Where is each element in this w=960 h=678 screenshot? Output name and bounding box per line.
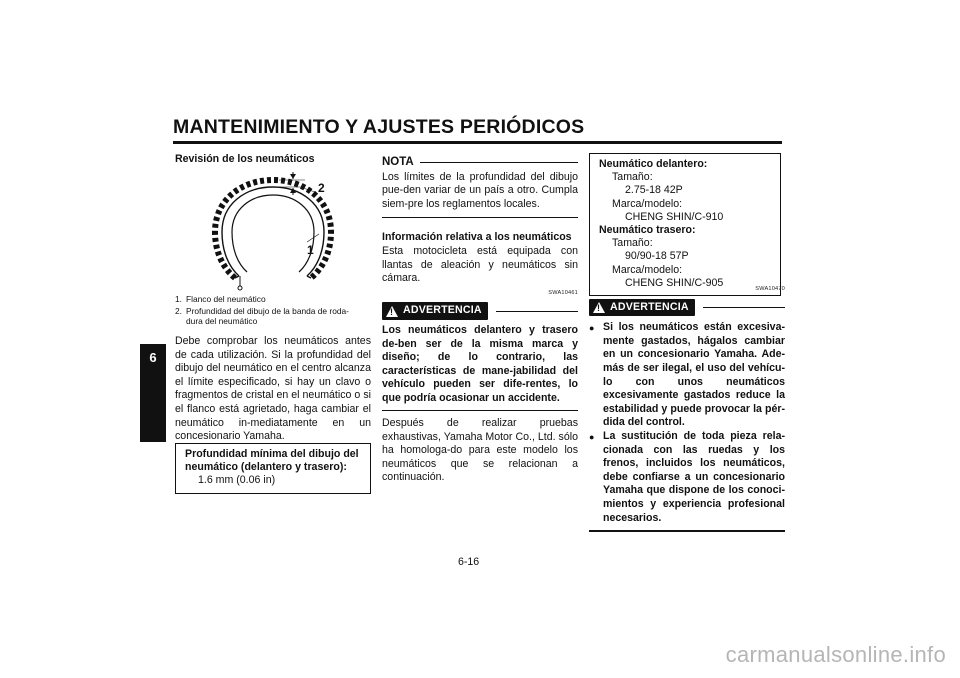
warning-header xyxy=(589,299,785,317)
tire-info-text: Esta motocicleta está equipada con llantas de aleación y neumáticos sin cámara. xyxy=(382,244,578,285)
section-heading-tire-info: Información relativa a los neumáticos xyxy=(382,231,572,244)
warning-badge: ! ADVERTENCIA xyxy=(382,302,488,320)
nota-text: Los límites de la profundidad del dibujo pue-den variar de un país a otro. Cumpla siem-pre los reglamentos locales. xyxy=(382,170,578,210)
section-heading-tire-check: Revisión de los neumáticos xyxy=(175,153,315,165)
callout-1: 1 xyxy=(307,243,314,257)
warning-bullet: ● Si los neumáticos están excesiva-mente gastados, hágalos cambiar en un concesionario Yamaha. Ade-más de ser ilegal, el uso del vehícu-lo con unos neumáticos excesivamente gastados reduce la estabilidad y puede provocar la pér-dida del control. xyxy=(589,321,785,429)
column-1 xyxy=(175,153,371,167)
nota-label: NOTA xyxy=(382,156,414,168)
warning-header xyxy=(382,302,578,320)
tire-tread-illustration xyxy=(175,168,371,292)
column-2 xyxy=(382,156,578,485)
legend-item: 1. Flanco del neumático xyxy=(175,294,266,304)
tire-tread-icon xyxy=(215,180,331,290)
callout-2: 2 xyxy=(318,181,325,195)
bullet-icon: ● xyxy=(589,323,595,334)
watermark: carmanualsonline.info xyxy=(725,642,946,667)
warning-badge: ! ADVERTENCIA xyxy=(589,299,695,317)
warning-triangle-icon: ! xyxy=(386,306,398,317)
column-3-warning xyxy=(589,283,785,532)
page-number: 6-16 xyxy=(458,556,480,568)
approved-tires-text: Después de realizar pruebas exhaustivas, Yamaha Motor Co., Ltd. sólo ha homologa-do para este modelo los neumáticos que se relacionan a continuación. xyxy=(382,417,578,484)
nota-divider xyxy=(382,217,578,218)
warning-bullet: ● La sustitución de toda pieza rela-cionada con las ruedas y los frenos, incluidos los neumáticos, debe confiarse a un concesionario Yamaha que dispone de los conoci-mientos y experiencia profesional necesarios. xyxy=(589,429,785,524)
page-title: MANTENIMIENTO Y AJUSTES PERIÓDICOS xyxy=(173,116,585,138)
tread-depth-spec-box: Profundidad mínima del dibujo del neumático (delantero y trasero): 1.6 mm (0.06 in) xyxy=(175,443,371,494)
warning-code: SWA10470 xyxy=(755,286,785,292)
warning-text: Los neumáticos delantero y trasero de-ben ser de la misma marca y diseño; de lo contrario, las características de mane-jabilidad del vehículo pueden ser dife-rentes, lo que podría ocasionar un accidente. xyxy=(382,323,578,404)
warning-divider xyxy=(382,410,578,412)
chapter-number: 6 xyxy=(149,350,157,365)
tire-check-paragraph: Debe comprobar los neumáticos antes de cada utilización. Si la profundidad del dibujo del neumático en el centro alcanza el límite especificado, si hay un clavo o fragmentos de cristal en el neumático o si el flanco está agrietado, haga cambiar el neumático in-mediatamente en un concesionario Yamaha. xyxy=(175,335,371,443)
title-rule xyxy=(173,141,782,144)
bullet-icon: ● xyxy=(589,431,595,442)
warning-triangle-icon: ! xyxy=(593,302,605,313)
warning-code: SWA10461 xyxy=(548,289,578,296)
warning-divider xyxy=(589,530,785,532)
tire-spec-box: Neumático delantero: Tamaño: 2.75-18 42P Marca/modelo: CHENG SHIN/C-910 Neumático trasero: Tamaño: 90/90-18 57P Marca/modelo: CHENG SHIN/C-905 xyxy=(589,153,781,296)
legend-item: 2. Profundidad del dibujo de la banda de roda- dura del neumático xyxy=(175,306,349,327)
figure-legend xyxy=(175,294,371,327)
nota-header xyxy=(382,156,578,170)
